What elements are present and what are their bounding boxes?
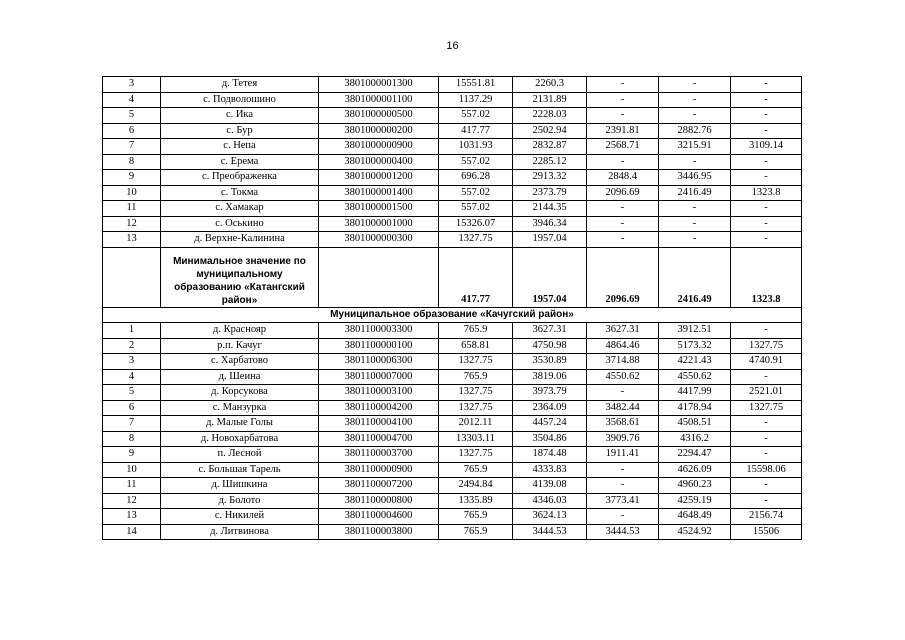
row-number-cell: 13 [103, 509, 161, 525]
value-cell: - [731, 478, 802, 494]
value-cell: 4508.51 [659, 416, 731, 432]
value-cell: 4960.23 [659, 478, 731, 494]
row-number-cell: 5 [103, 385, 161, 401]
value-cell: - [731, 323, 802, 339]
value-cell: 3504.86 [513, 431, 587, 447]
row-number-cell: 6 [103, 123, 161, 139]
settlement-name-cell: д. Шеина [161, 369, 319, 385]
value-cell: - [731, 493, 802, 509]
value-cell: 1327.75 [439, 232, 513, 248]
oktmo-code-cell: 3801000001300 [319, 77, 439, 93]
table-row [103, 185, 802, 201]
table-summary [103, 247, 802, 323]
settlement-name-cell: с. Манзурка [161, 400, 319, 416]
value-cell: 2494.84 [439, 478, 513, 494]
table-row [103, 524, 802, 540]
value-cell: 4346.03 [513, 493, 587, 509]
table-row [103, 216, 802, 232]
value-cell: - [731, 431, 802, 447]
row-number-cell: 6 [103, 400, 161, 416]
page-number: 16 [446, 40, 459, 52]
settlement-name-cell: д. Малые Голы [161, 416, 319, 432]
value-cell: 4740.91 [731, 354, 802, 370]
settlement-name-cell: с. Хамакар [161, 201, 319, 217]
table-row [103, 108, 802, 124]
value-cell: 3627.31 [587, 323, 659, 339]
summary-value: 417.77 [439, 247, 513, 307]
section-title: Муниципальное образование «Качугский район» [103, 307, 802, 323]
value-cell: 4550.62 [587, 369, 659, 385]
value-cell: - [587, 92, 659, 108]
value-cell: 1137.29 [439, 92, 513, 108]
settlement-name-cell: п. Лесной [161, 447, 319, 463]
oktmo-code-cell: 3801100004600 [319, 509, 439, 525]
settlement-name-cell: д. Тетея [161, 77, 319, 93]
value-cell: 3215.91 [659, 139, 731, 155]
settlement-name-cell: с. Харбатово [161, 354, 319, 370]
row-number-cell: 9 [103, 170, 161, 186]
table-row [103, 92, 802, 108]
oktmo-code-cell: 3801000000500 [319, 108, 439, 124]
settlement-name-cell: с. Большая Тарель [161, 462, 319, 478]
table-row [103, 232, 802, 248]
row-number-cell: 12 [103, 493, 161, 509]
value-cell: - [587, 462, 659, 478]
value-cell: 696.28 [439, 170, 513, 186]
table-row [103, 123, 802, 139]
value-cell: 3973.79 [513, 385, 587, 401]
value-cell: - [587, 509, 659, 525]
value-cell: 1327.75 [439, 354, 513, 370]
oktmo-code-cell: 3801000000400 [319, 154, 439, 170]
value-cell: 1327.75 [439, 400, 513, 416]
value-cell: 2913.32 [513, 170, 587, 186]
value-cell: - [659, 92, 731, 108]
value-cell: - [731, 447, 802, 463]
value-cell: 417.77 [439, 123, 513, 139]
value-cell: 1031.93 [439, 139, 513, 155]
value-cell: 2364.09 [513, 400, 587, 416]
value-cell: 5173.32 [659, 338, 731, 354]
value-cell: 765.9 [439, 323, 513, 339]
row-number-cell: 4 [103, 369, 161, 385]
row-number-cell: 14 [103, 524, 161, 540]
value-cell: 2521.01 [731, 385, 802, 401]
value-cell: - [731, 216, 802, 232]
value-cell: 3909.76 [587, 431, 659, 447]
value-cell: 1911.41 [587, 447, 659, 463]
table-row [103, 416, 802, 432]
value-cell: 557.02 [439, 185, 513, 201]
value-cell: 2391.81 [587, 123, 659, 139]
table-row [103, 154, 802, 170]
table-section-katanga [103, 77, 802, 248]
value-cell: 4457.24 [513, 416, 587, 432]
oktmo-code-cell: 3801100004700 [319, 431, 439, 447]
row-number-cell: 4 [103, 92, 161, 108]
value-cell: 1327.75 [439, 447, 513, 463]
oktmo-code-cell: 3801000000300 [319, 232, 439, 248]
settlement-name-cell: р.п. Качуг [161, 338, 319, 354]
value-cell: - [731, 369, 802, 385]
oktmo-code-cell: 3801100007000 [319, 369, 439, 385]
value-cell: 15326.07 [439, 216, 513, 232]
settlement-name-cell: с. Оськино [161, 216, 319, 232]
value-cell: 2416.49 [659, 185, 731, 201]
settlement-name-cell: с. Токма [161, 185, 319, 201]
value-cell: - [731, 201, 802, 217]
table-row [103, 493, 802, 509]
value-cell: 4648.49 [659, 509, 731, 525]
value-cell: 1874.48 [513, 447, 587, 463]
value-cell: 4626.09 [659, 462, 731, 478]
value-cell: - [587, 232, 659, 248]
summary-empty-cell [319, 247, 439, 307]
value-cell: 3530.89 [513, 354, 587, 370]
value-cell: - [659, 232, 731, 248]
row-number-cell: 8 [103, 431, 161, 447]
row-number-cell: 1 [103, 323, 161, 339]
value-cell: 4221.43 [659, 354, 731, 370]
row-number-cell: 2 [103, 338, 161, 354]
value-cell: 4316.2 [659, 431, 731, 447]
value-cell: 3568.61 [587, 416, 659, 432]
value-cell: 765.9 [439, 524, 513, 540]
oktmo-code-cell: 3801000000200 [319, 123, 439, 139]
table-row [103, 369, 802, 385]
table-row [103, 385, 802, 401]
value-cell: 2568.71 [587, 139, 659, 155]
oktmo-code-cell: 3801100000100 [319, 338, 439, 354]
table-row [103, 400, 802, 416]
value-cell: - [587, 385, 659, 401]
oktmo-code-cell: 3801100004100 [319, 416, 439, 432]
row-number-cell: 3 [103, 354, 161, 370]
value-cell: 2373.79 [513, 185, 587, 201]
value-cell: 1323.8 [731, 185, 802, 201]
value-cell: 2012.11 [439, 416, 513, 432]
table-row [103, 139, 802, 155]
summary-label: Минимальное значение по муниципальному образованию «Катангский район» [161, 247, 319, 307]
oktmo-code-cell: 3801000001100 [319, 92, 439, 108]
value-cell: 1327.75 [439, 385, 513, 401]
value-cell: 4178.94 [659, 400, 731, 416]
value-cell: 4750.98 [513, 338, 587, 354]
value-cell: 557.02 [439, 108, 513, 124]
summary-value: 1323.8 [731, 247, 802, 307]
value-cell: - [659, 154, 731, 170]
value-cell: 4524.92 [659, 524, 731, 540]
oktmo-code-cell: 3801000001500 [319, 201, 439, 217]
summary-row [103, 247, 802, 307]
value-cell: 2131.89 [513, 92, 587, 108]
table-row [103, 509, 802, 525]
value-cell: 15598.06 [731, 462, 802, 478]
value-cell: 2848.4 [587, 170, 659, 186]
oktmo-code-cell: 3801100000900 [319, 462, 439, 478]
table-row [103, 170, 802, 186]
value-cell: - [587, 201, 659, 217]
value-cell: 3912.51 [659, 323, 731, 339]
value-cell: 4139.08 [513, 478, 587, 494]
table-row [103, 431, 802, 447]
value-cell: 3446.95 [659, 170, 731, 186]
oktmo-code-cell: 3801100003300 [319, 323, 439, 339]
value-cell: 765.9 [439, 369, 513, 385]
value-cell: 2260.3 [513, 77, 587, 93]
settlement-name-cell: с. Ика [161, 108, 319, 124]
value-cell: - [587, 216, 659, 232]
value-cell: 658.81 [439, 338, 513, 354]
settlement-name-cell: с. Непа [161, 139, 319, 155]
value-cell: 765.9 [439, 509, 513, 525]
summary-value: 2416.49 [659, 247, 731, 307]
value-cell: - [731, 416, 802, 432]
table-row [103, 354, 802, 370]
value-cell: - [659, 108, 731, 124]
value-cell: 3714.88 [587, 354, 659, 370]
value-cell: 2882.76 [659, 123, 731, 139]
value-cell: 4333.83 [513, 462, 587, 478]
value-cell: 557.02 [439, 154, 513, 170]
table-row [103, 462, 802, 478]
value-cell: 3946.34 [513, 216, 587, 232]
value-cell: - [659, 201, 731, 217]
value-cell: 4417.99 [659, 385, 731, 401]
value-cell: 2156.74 [731, 509, 802, 525]
table-row [103, 478, 802, 494]
value-cell: 3819.06 [513, 369, 587, 385]
value-cell: 3482.44 [587, 400, 659, 416]
value-cell: 765.9 [439, 462, 513, 478]
oktmo-code-cell: 3801100003800 [319, 524, 439, 540]
row-number-cell: 7 [103, 139, 161, 155]
settlement-name-cell: с. Бур [161, 123, 319, 139]
value-cell: 2228.03 [513, 108, 587, 124]
value-cell: - [731, 77, 802, 93]
value-cell: 2502.94 [513, 123, 587, 139]
table-row [103, 77, 802, 93]
row-number-cell: 11 [103, 201, 161, 217]
value-cell: - [659, 216, 731, 232]
summary-value: 1957.04 [513, 247, 587, 307]
value-cell: - [587, 154, 659, 170]
row-number-cell: 10 [103, 185, 161, 201]
value-cell: 2832.87 [513, 139, 587, 155]
value-cell: 1327.75 [731, 338, 802, 354]
value-cell: 15506 [731, 524, 802, 540]
row-number-cell: 8 [103, 154, 161, 170]
value-cell: 4864.46 [587, 338, 659, 354]
value-cell: 4550.62 [659, 369, 731, 385]
row-number-cell: 9 [103, 447, 161, 463]
row-number-cell: 3 [103, 77, 161, 93]
settlement-name-cell: д. Корсукова [161, 385, 319, 401]
oktmo-code-cell: 3801100004200 [319, 400, 439, 416]
oktmo-code-cell: 3801100000800 [319, 493, 439, 509]
settlement-name-cell: д. Литвинова [161, 524, 319, 540]
oktmo-code-cell: 3801100006300 [319, 354, 439, 370]
value-cell: 3627.31 [513, 323, 587, 339]
oktmo-code-cell: 3801000001400 [319, 185, 439, 201]
table-row [103, 338, 802, 354]
value-cell: 2144.35 [513, 201, 587, 217]
value-cell: 1957.04 [513, 232, 587, 248]
row-number-cell: 7 [103, 416, 161, 432]
row-number-cell: 10 [103, 462, 161, 478]
oktmo-code-cell: 3801100007200 [319, 478, 439, 494]
summary-value: 2096.69 [587, 247, 659, 307]
value-cell: 15551.81 [439, 77, 513, 93]
row-number-cell: 5 [103, 108, 161, 124]
value-cell: - [731, 232, 802, 248]
oktmo-code-cell: 3801000001000 [319, 216, 439, 232]
settlement-name-cell: с. Преображенка [161, 170, 319, 186]
value-cell: - [659, 77, 731, 93]
oktmo-code-cell: 3801100003700 [319, 447, 439, 463]
value-cell: 1335.89 [439, 493, 513, 509]
row-number-cell: 13 [103, 232, 161, 248]
settlement-name-cell: д. Новохарбатова [161, 431, 319, 447]
settlement-name-cell: с. Никилей [161, 509, 319, 525]
value-cell: - [587, 478, 659, 494]
settlement-name-cell: с. Подволошино [161, 92, 319, 108]
value-cell: 4259.19 [659, 493, 731, 509]
value-cell: 1327.75 [731, 400, 802, 416]
value-cell: - [731, 123, 802, 139]
value-cell: - [731, 154, 802, 170]
value-cell: 13303.11 [439, 431, 513, 447]
tariff-table [102, 76, 802, 540]
oktmo-code-cell: 3801000000900 [319, 139, 439, 155]
value-cell: 2294.47 [659, 447, 731, 463]
value-cell: 2096.69 [587, 185, 659, 201]
table-row [103, 201, 802, 217]
settlement-name-cell: д. Краснояр [161, 323, 319, 339]
oktmo-code-cell: 3801100003100 [319, 385, 439, 401]
value-cell: - [731, 170, 802, 186]
value-cell: - [731, 92, 802, 108]
value-cell: 2285.12 [513, 154, 587, 170]
row-number-cell: 12 [103, 216, 161, 232]
settlement-name-cell: д. Верхне-Калинина [161, 232, 319, 248]
value-cell: 3624.13 [513, 509, 587, 525]
value-cell: 3444.53 [513, 524, 587, 540]
table-row [103, 447, 802, 463]
value-cell: 557.02 [439, 201, 513, 217]
settlement-name-cell: д. Болото [161, 493, 319, 509]
settlement-name-cell: с. Ерема [161, 154, 319, 170]
summary-empty-cell [103, 247, 161, 307]
value-cell: - [587, 77, 659, 93]
settlement-name-cell: д. Шишкина [161, 478, 319, 494]
value-cell: - [731, 108, 802, 124]
row-number-cell: 11 [103, 478, 161, 494]
value-cell: - [587, 108, 659, 124]
value-cell: 3444.53 [587, 524, 659, 540]
oktmo-code-cell: 3801000001200 [319, 170, 439, 186]
table-row [103, 323, 802, 339]
table-section-kachug [103, 323, 802, 540]
section-header-row [103, 307, 802, 323]
value-cell: 3109.14 [731, 139, 802, 155]
value-cell: 3773.41 [587, 493, 659, 509]
